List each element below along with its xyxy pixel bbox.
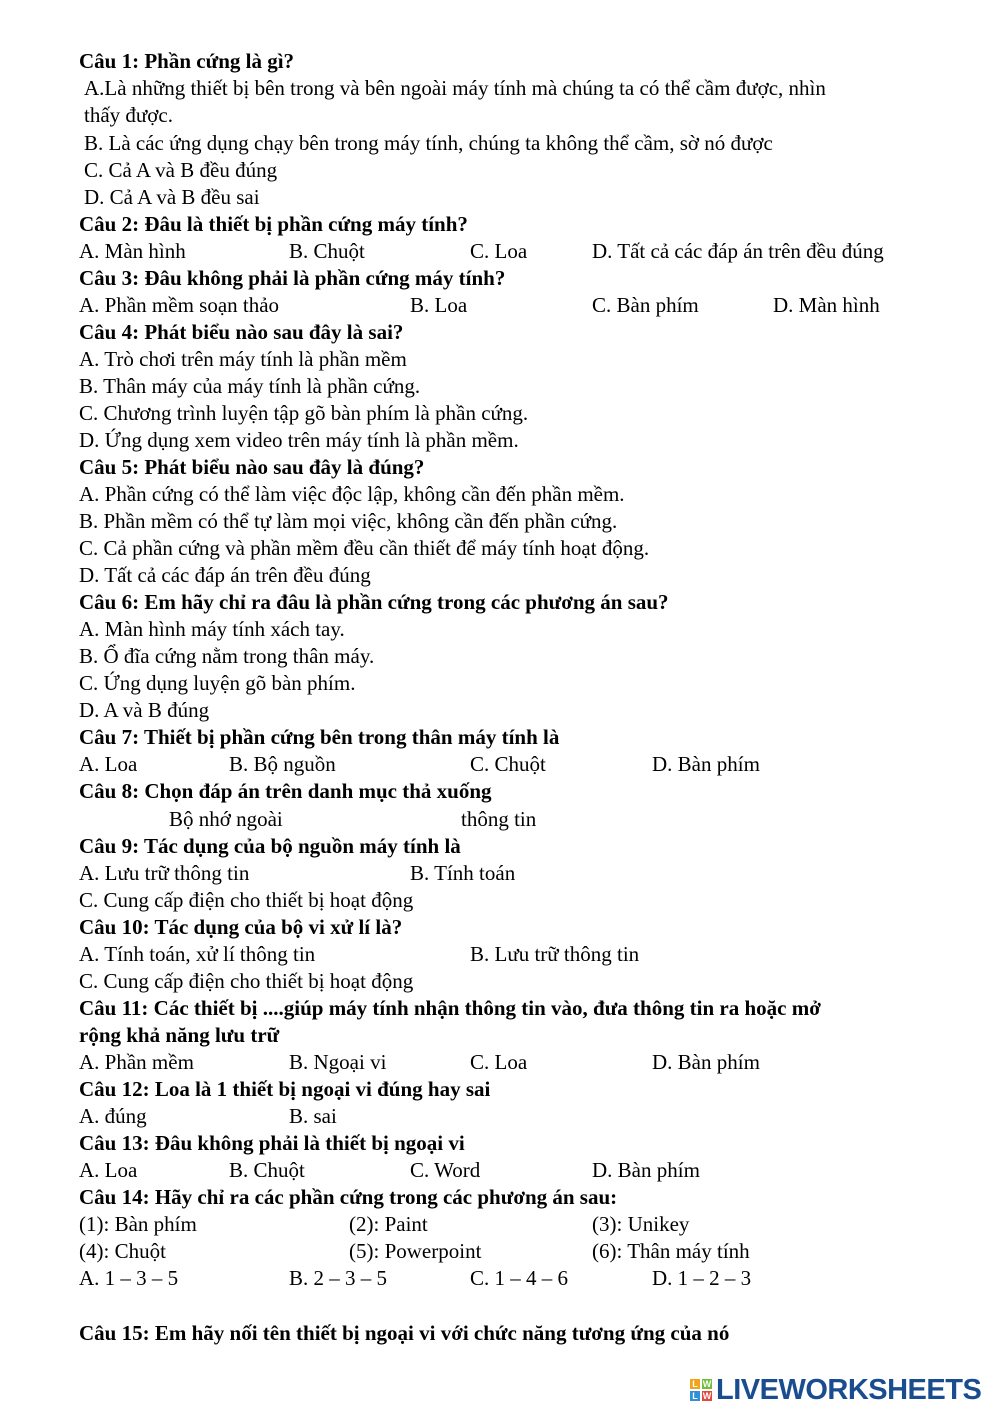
q14-item-4: (4): Chuột bbox=[79, 1239, 166, 1263]
q5-option-b: B. Phần mềm có thể tự làm mọi việc, không cần đến phần cứng. bbox=[79, 509, 618, 533]
q11-option-d: D. Bàn phím bbox=[652, 1050, 760, 1074]
q7-option-b: B. Bộ nguồn bbox=[229, 752, 336, 776]
q10-option-b: B. Lưu trữ thông tin bbox=[470, 942, 640, 966]
q5-title: Câu 5: Phát biểu nào sau đây là đúng? bbox=[79, 455, 425, 479]
q10-title: Câu 10: Tác dụng của bộ vi xử lí là? bbox=[79, 915, 403, 939]
q8-dropdown-left-label: Bộ nhớ ngoài bbox=[169, 807, 283, 831]
q1-option-c: C. Cả A và B đều đúng bbox=[84, 158, 278, 182]
q1-option-b: B. Là các ứng dụng chạy bên trong máy tính, chúng ta không thể cầm, sờ nó được bbox=[84, 131, 773, 155]
q7-option-c: C. Chuột bbox=[470, 752, 546, 776]
q3-title: Câu 3: Đâu không phải là phần cứng máy tính? bbox=[79, 266, 506, 290]
q14-item-3: (3): Unikey bbox=[592, 1212, 690, 1236]
q13-option-c: C. Word bbox=[410, 1158, 481, 1182]
q6-option-c: C. Ứng dụng luyện gõ bàn phím. bbox=[79, 671, 356, 695]
q14-item-2: (2): Paint bbox=[349, 1212, 428, 1236]
q12-title: Câu 12: Loa là 1 thiết bị ngoại vi đúng hay sai bbox=[79, 1077, 491, 1101]
q11-option-b: B. Ngoại vi bbox=[289, 1050, 387, 1074]
q7-title: Câu 7: Thiết bị phần cứng bên trong thân máy tính là bbox=[79, 725, 560, 749]
q3-option-a: A. Phần mềm soạn thảo bbox=[79, 293, 280, 317]
logo-mark-cell: L bbox=[690, 1391, 700, 1401]
q8-dropdown-right-label: thông tin bbox=[461, 807, 537, 831]
q14-item-1: (1): Bàn phím bbox=[79, 1212, 197, 1236]
q2-option-b: B. Chuột bbox=[289, 239, 365, 263]
q9-option-b: B. Tính toán bbox=[410, 861, 516, 885]
q5-option-a: A. Phần cứng có thể làm việc độc lập, không cần đến phần mềm. bbox=[79, 482, 625, 506]
logo-mark-cell: W bbox=[702, 1379, 712, 1389]
q13-option-b: B. Chuột bbox=[229, 1158, 305, 1182]
q5-option-d: D. Tất cả các đáp án trên đều đúng bbox=[79, 563, 371, 587]
q11-option-a: A. Phần mềm bbox=[79, 1050, 194, 1074]
q6-option-b: B. Ổ đĩa cứng nằm trong thân máy. bbox=[79, 644, 375, 668]
q4-option-a: A. Trò chơi trên máy tính là phần mềm bbox=[79, 347, 407, 371]
q6-option-d: D. A và B đúng bbox=[79, 698, 210, 722]
q15-title: Câu 15: Em hãy nối tên thiết bị ngoại vi với chức năng tương ứng của nó bbox=[79, 1321, 730, 1345]
liveworksheets-mark-icon bbox=[690, 1379, 712, 1401]
q13-title: Câu 13: Đâu không phải là thiết bị ngoại vi bbox=[79, 1131, 465, 1155]
q4-option-b: B. Thân máy của máy tính là phần cứng. bbox=[79, 374, 421, 398]
q7-option-a: A. Loa bbox=[79, 752, 138, 776]
q3-option-b: B. Loa bbox=[410, 293, 468, 317]
q9-option-c: C. Cung cấp điện cho thiết bị hoạt động bbox=[79, 888, 414, 912]
q14-item-5: (5): Powerpoint bbox=[349, 1239, 482, 1263]
q2-option-c: C. Loa bbox=[470, 239, 528, 263]
q3-option-d: D. Màn hình bbox=[773, 293, 880, 317]
q14-title: Câu 14: Hãy chỉ ra các phần cứng trong các phương án sau: bbox=[79, 1185, 618, 1209]
logo-mark-cell: L bbox=[690, 1379, 700, 1389]
q4-option-c: C. Chương trình luyện tập gõ bàn phím là phần cứng. bbox=[79, 401, 529, 425]
q1-option-a: A.Là những thiết bị bên trong và bên ngoài máy tính mà chúng ta có thể cầm được, nhìn bbox=[84, 76, 826, 100]
q1-option-d: D. Cả A và B đều sai bbox=[84, 185, 260, 209]
q11-option-c: C. Loa bbox=[470, 1050, 528, 1074]
q11-title-cont: rộng khả năng lưu trữ bbox=[79, 1023, 280, 1047]
q5-option-c: C. Cả phần cứng và phần mềm đều cần thiết để máy tính hoạt động. bbox=[79, 536, 650, 560]
q12-option-b: B. sai bbox=[289, 1104, 337, 1128]
q10-option-c: C. Cung cấp điện cho thiết bị hoạt động bbox=[79, 969, 414, 993]
q4-option-d: D. Ứng dụng xem video trên máy tính là phần mềm. bbox=[79, 428, 519, 452]
q6-option-a: A. Màn hình máy tính xách tay. bbox=[79, 617, 345, 641]
q1-title: Câu 1: Phần cứng là gì? bbox=[79, 49, 295, 73]
q14-option-a: A. 1 – 3 – 5 bbox=[79, 1266, 179, 1290]
q11-title: Câu 11: Các thiết bị ....giúp máy tính nhận thông tin vào, đưa thông tin ra hoặc mở bbox=[79, 996, 821, 1020]
liveworksheets-wordmark: LIVEWORKSHEETS bbox=[716, 1373, 982, 1406]
q4-title: Câu 4: Phát biểu nào sau đây là sai? bbox=[79, 320, 404, 344]
q10-option-a: A. Tính toán, xử lí thông tin bbox=[79, 942, 316, 966]
q6-title: Câu 6: Em hãy chỉ ra đâu là phần cứng trong các phương án sau? bbox=[79, 590, 669, 614]
q9-option-a: A. Lưu trữ thông tin bbox=[79, 861, 250, 885]
q2-option-a: A. Màn hình bbox=[79, 239, 186, 263]
q1-option-a-cont: thấy được. bbox=[84, 103, 173, 127]
q9-title: Câu 9: Tác dụng của bộ nguồn máy tính là bbox=[79, 834, 461, 858]
q14-option-d: D. 1 – 2 – 3 bbox=[652, 1266, 752, 1290]
q14-item-6: (6): Thân máy tính bbox=[592, 1239, 750, 1263]
q14-option-c: C. 1 – 4 – 6 bbox=[470, 1266, 569, 1290]
q3-option-c: C. Bàn phím bbox=[592, 293, 699, 317]
q8-title: Câu 8: Chọn đáp án trên danh mục thả xuống bbox=[79, 779, 492, 803]
q2-option-d: D. Tất cả các đáp án trên đều đúng bbox=[592, 239, 884, 263]
q13-option-d: D. Bàn phím bbox=[592, 1158, 700, 1182]
q14-option-b: B. 2 – 3 – 5 bbox=[289, 1266, 388, 1290]
q7-option-d: D. Bàn phím bbox=[652, 752, 760, 776]
liveworksheets-logo[interactable] bbox=[690, 1373, 981, 1407]
q2-title: Câu 2: Đâu là thiết bị phần cứng máy tính? bbox=[79, 212, 468, 236]
q12-option-a: A. đúng bbox=[79, 1104, 147, 1128]
q13-option-a: A. Loa bbox=[79, 1158, 138, 1182]
logo-mark-cell: W bbox=[702, 1391, 712, 1401]
